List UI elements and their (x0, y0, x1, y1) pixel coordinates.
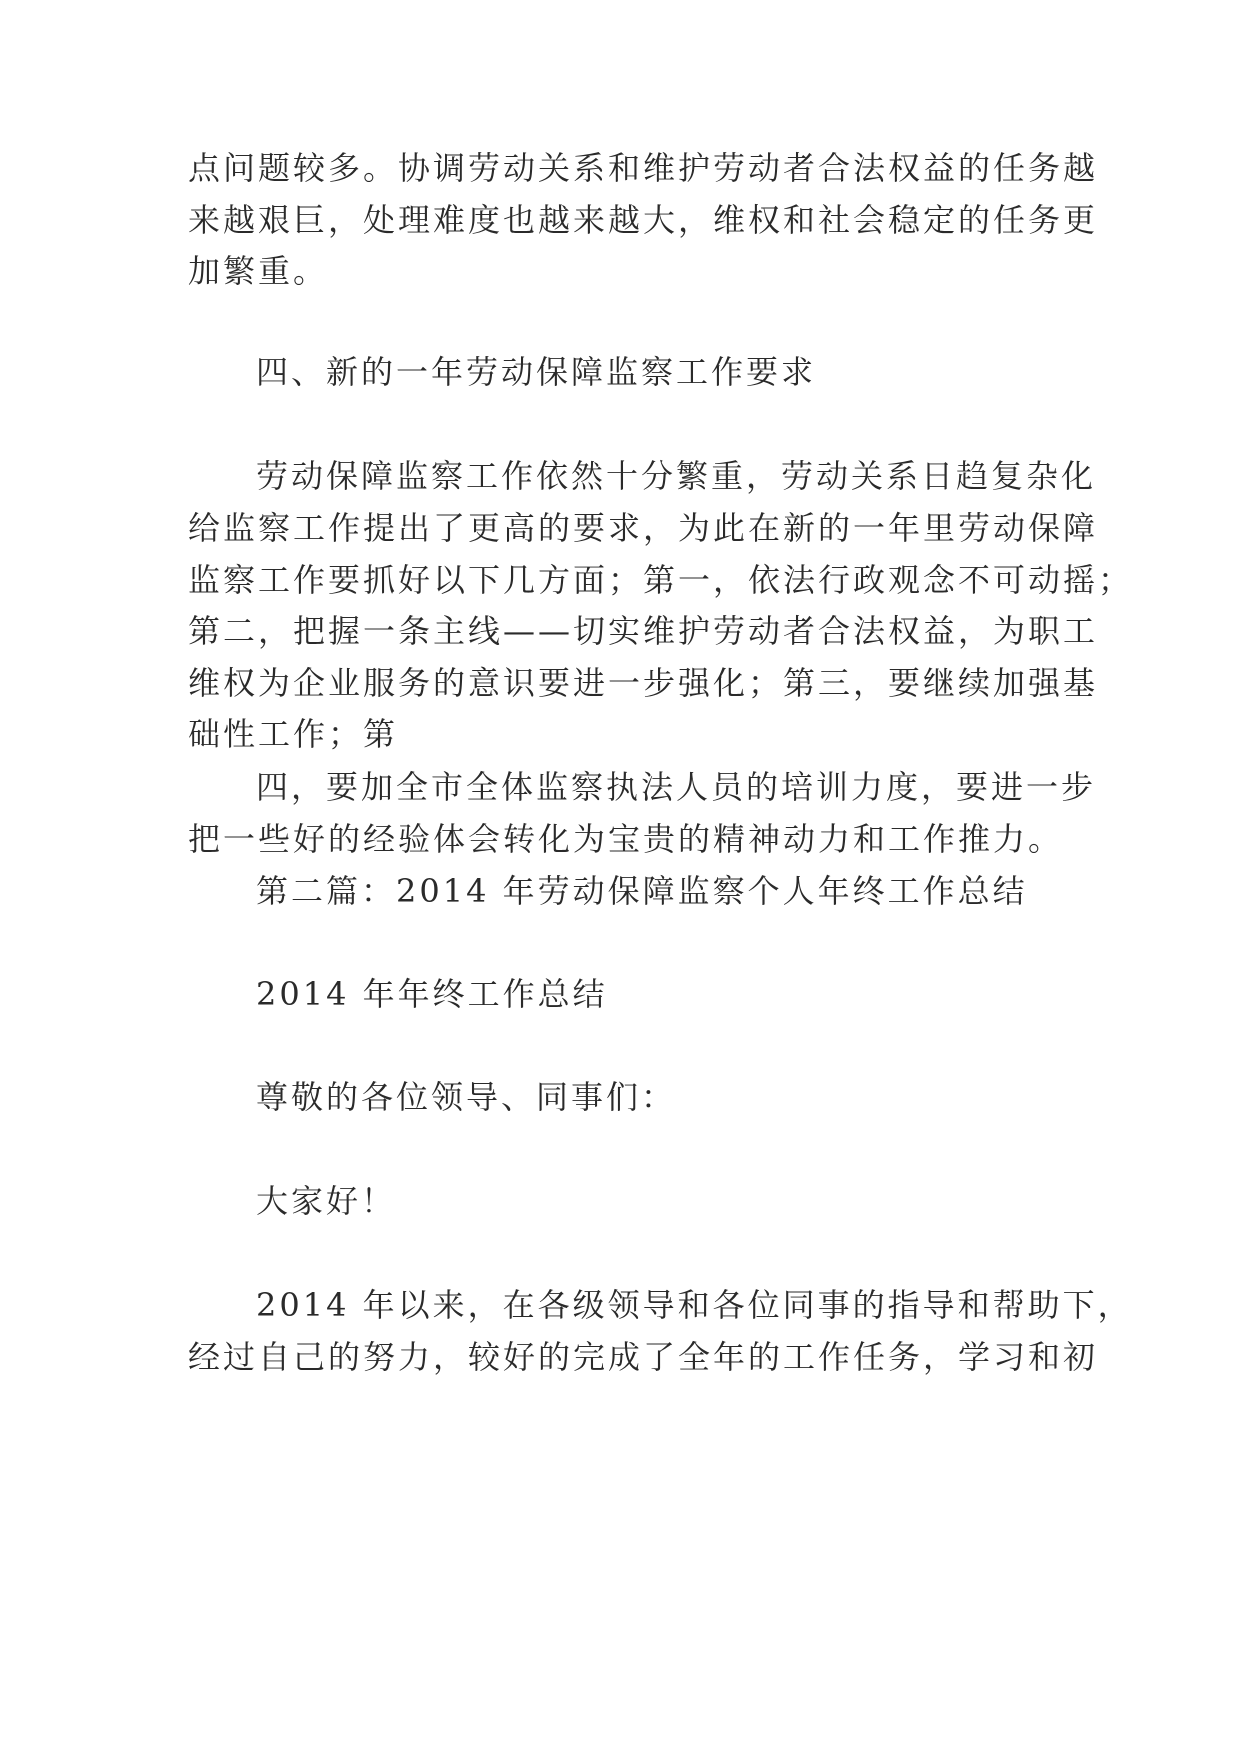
salutation: 尊敬的各位领导、同事们： (256, 1078, 677, 1116)
greeting: 大家好！ (256, 1182, 397, 1220)
paragraph-line: 四，要加全市全体监察执法人员的培训力度，要进一步 (256, 768, 1097, 806)
paragraph-line: 加繁重。 (188, 252, 329, 290)
paragraph-line: 点问题较多。协调劳动关系和维护劳动者合法权益的任务越 (188, 149, 1099, 187)
summary-title: 2014 年年终工作总结 (256, 975, 608, 1013)
paragraph-line: 础性工作；第 (188, 715, 399, 753)
part-two-title: 第二篇：2014 年劳动保障监察个人年终工作总结 (256, 872, 1028, 910)
paragraph-line: 第二，把握一条主线——切实维护劳动者合法权益，为职工 (188, 612, 1099, 650)
paragraph-line: 维权为企业服务的意识要进一步强化；第三，要继续加强基 (188, 664, 1099, 702)
paragraph-line: 2014 年以来，在各级领导和各位同事的指导和帮助下， (256, 1286, 1133, 1324)
paragraph-line: 把一些好的经验体会转化为宝贵的精神动力和工作推力。 (188, 820, 1064, 858)
section-heading: 四、新的一年劳动保障监察工作要求 (256, 353, 817, 391)
paragraph-line: 经过自己的努力，较好的完成了全年的工作任务，学习和初 (188, 1338, 1099, 1376)
paragraph-line: 来越艰巨，处理难度也越来越大，维权和社会稳定的任务更 (188, 201, 1099, 239)
paragraph-line: 给监察工作提出了更高的要求，为此在新的一年里劳动保障 (188, 509, 1099, 547)
paragraph-line: 劳动保障监察工作依然十分繁重，劳动关系日趋复杂化 (256, 457, 1097, 495)
paragraph-line: 监察工作要抓好以下几方面；第一，依法行政观念不可动摇； (188, 561, 1134, 599)
